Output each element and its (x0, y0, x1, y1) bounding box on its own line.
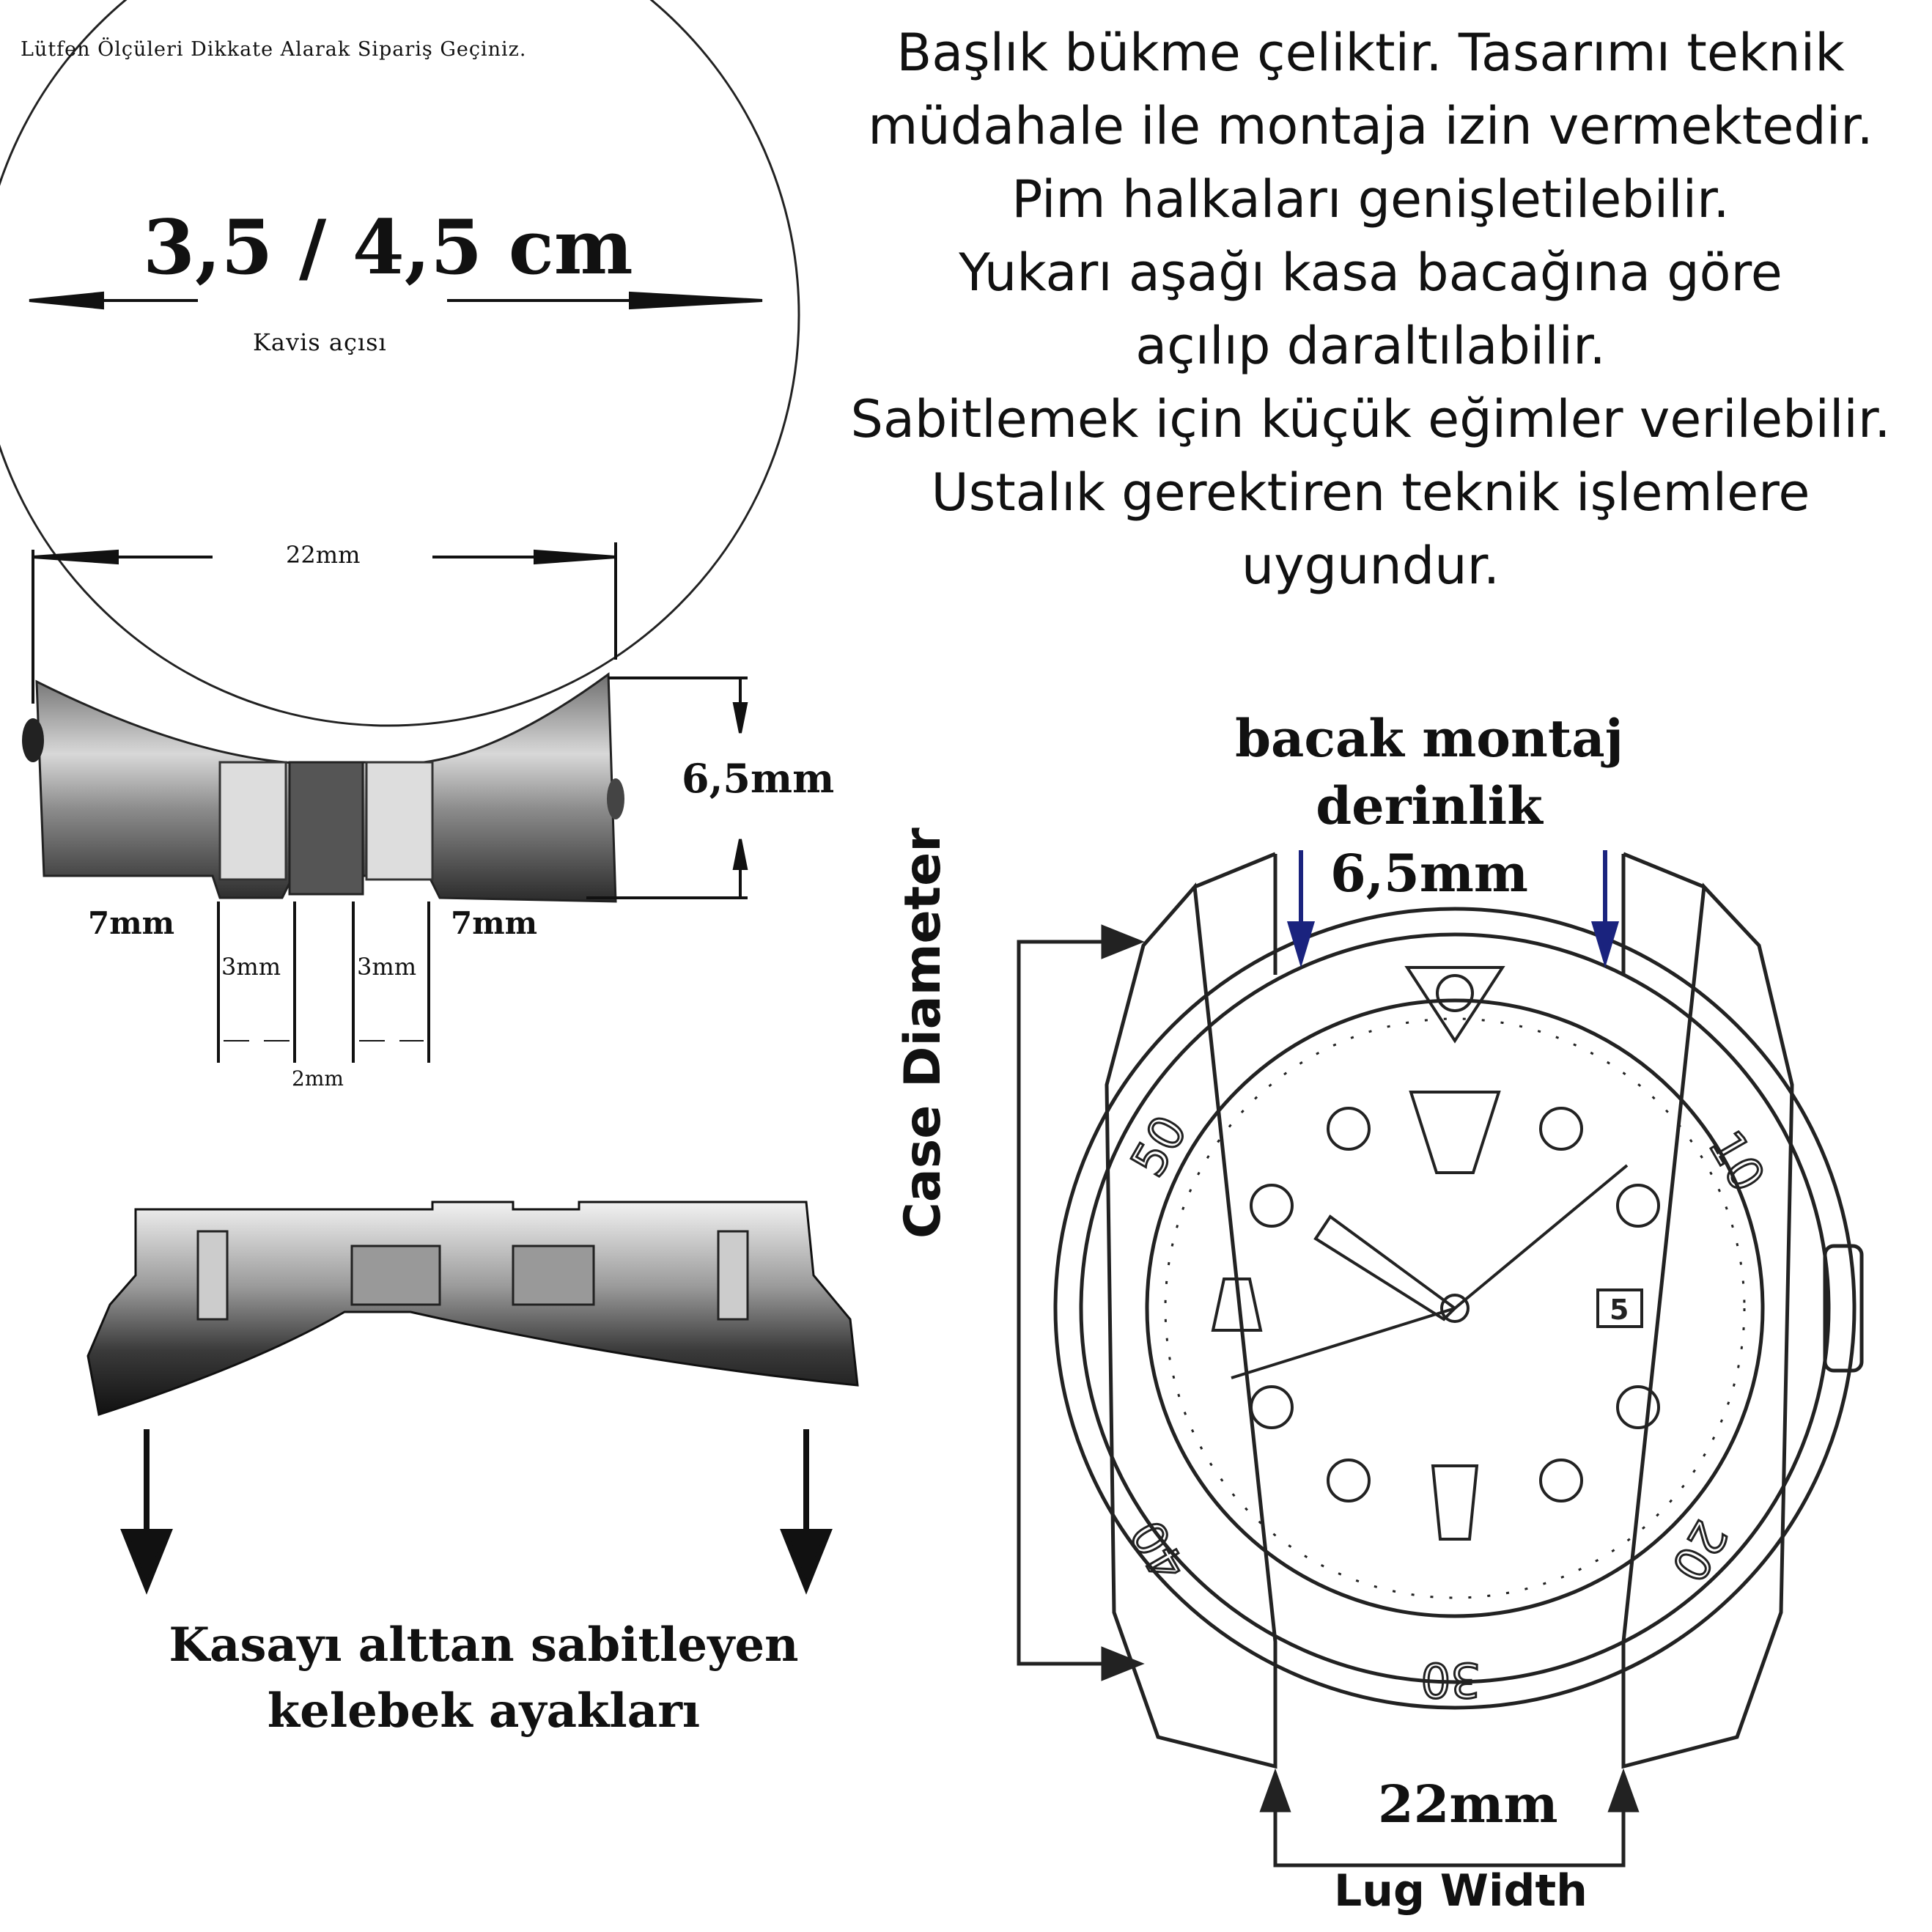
curve-arrows (29, 293, 762, 308)
depth-title-line: bacak montaj (1235, 708, 1623, 769)
description-line: Pim halkaları genişletilebilir. (1011, 169, 1730, 229)
lug-width-label: Lug Width (1334, 1865, 1588, 1917)
end-link-bottom-photo (88, 1202, 858, 1415)
height-label: 6,5mm (682, 755, 835, 802)
bottom-caption (81, 1612, 887, 1744)
bezel-number-20: 20 (1660, 1511, 1738, 1590)
case-diameter-label: Case Diameter (894, 827, 952, 1239)
right-slot-label: 3mm (357, 953, 417, 981)
depth-title (1202, 705, 1656, 907)
description-line: uygundur. (1241, 536, 1500, 596)
curvature-circle (0, 0, 799, 726)
left-segment-label: 7mm (88, 905, 175, 941)
bottom-caption-line: kelebek ayakları (267, 1684, 701, 1739)
description-line: Sabitlemek için küçük eğimler verilebilir. (850, 389, 1891, 449)
description-line: Yukarı aşağı kasa bacağına göre (959, 243, 1782, 303)
end-link-top-photo (22, 674, 624, 902)
lug-width-value: 22mm (1378, 1774, 1558, 1835)
depth-title-line: 6,5mm (1330, 843, 1528, 904)
case-diameter-bracket (1019, 927, 1140, 1678)
curve-value: 3,5 / 4,5 cm (143, 204, 633, 292)
down-arrows (125, 1429, 828, 1587)
slot-dimensions (218, 902, 429, 1063)
depth-title-line: derinlik (1316, 775, 1543, 836)
bezel-number-50: 50 (1121, 1107, 1198, 1186)
description-line: açılıp daraltılabilir. (1135, 316, 1606, 376)
bezel-number-40: 40 (1121, 1511, 1198, 1590)
bottom-caption-line: Kasayı alttan sabitleyen (169, 1618, 799, 1673)
order-notice: Lütfen Ölçüleri Dikkate Alarak Sipariş Geçiniz. (21, 38, 527, 61)
description-line: Başlık bükme çeliktir. Tasarımı teknik (896, 23, 1845, 83)
curve-label: Kavis açısı (253, 328, 387, 356)
center-label: 2mm (292, 1066, 344, 1091)
right-segment-label: 7mm (451, 905, 538, 941)
description-line: Ustalık gerektiren teknik işlemlere (931, 462, 1810, 523)
left-slot-label: 3mm (221, 953, 281, 981)
bezel-number-10: 10 (1697, 1122, 1774, 1201)
date-window-value: 5 (1610, 1294, 1629, 1326)
width-label: 22mm (286, 541, 361, 569)
description-line: müdahale ile montaja izin vermektedir. (868, 96, 1873, 156)
description (821, 16, 1920, 602)
bezel-number-30: 30 (1420, 1652, 1481, 1706)
